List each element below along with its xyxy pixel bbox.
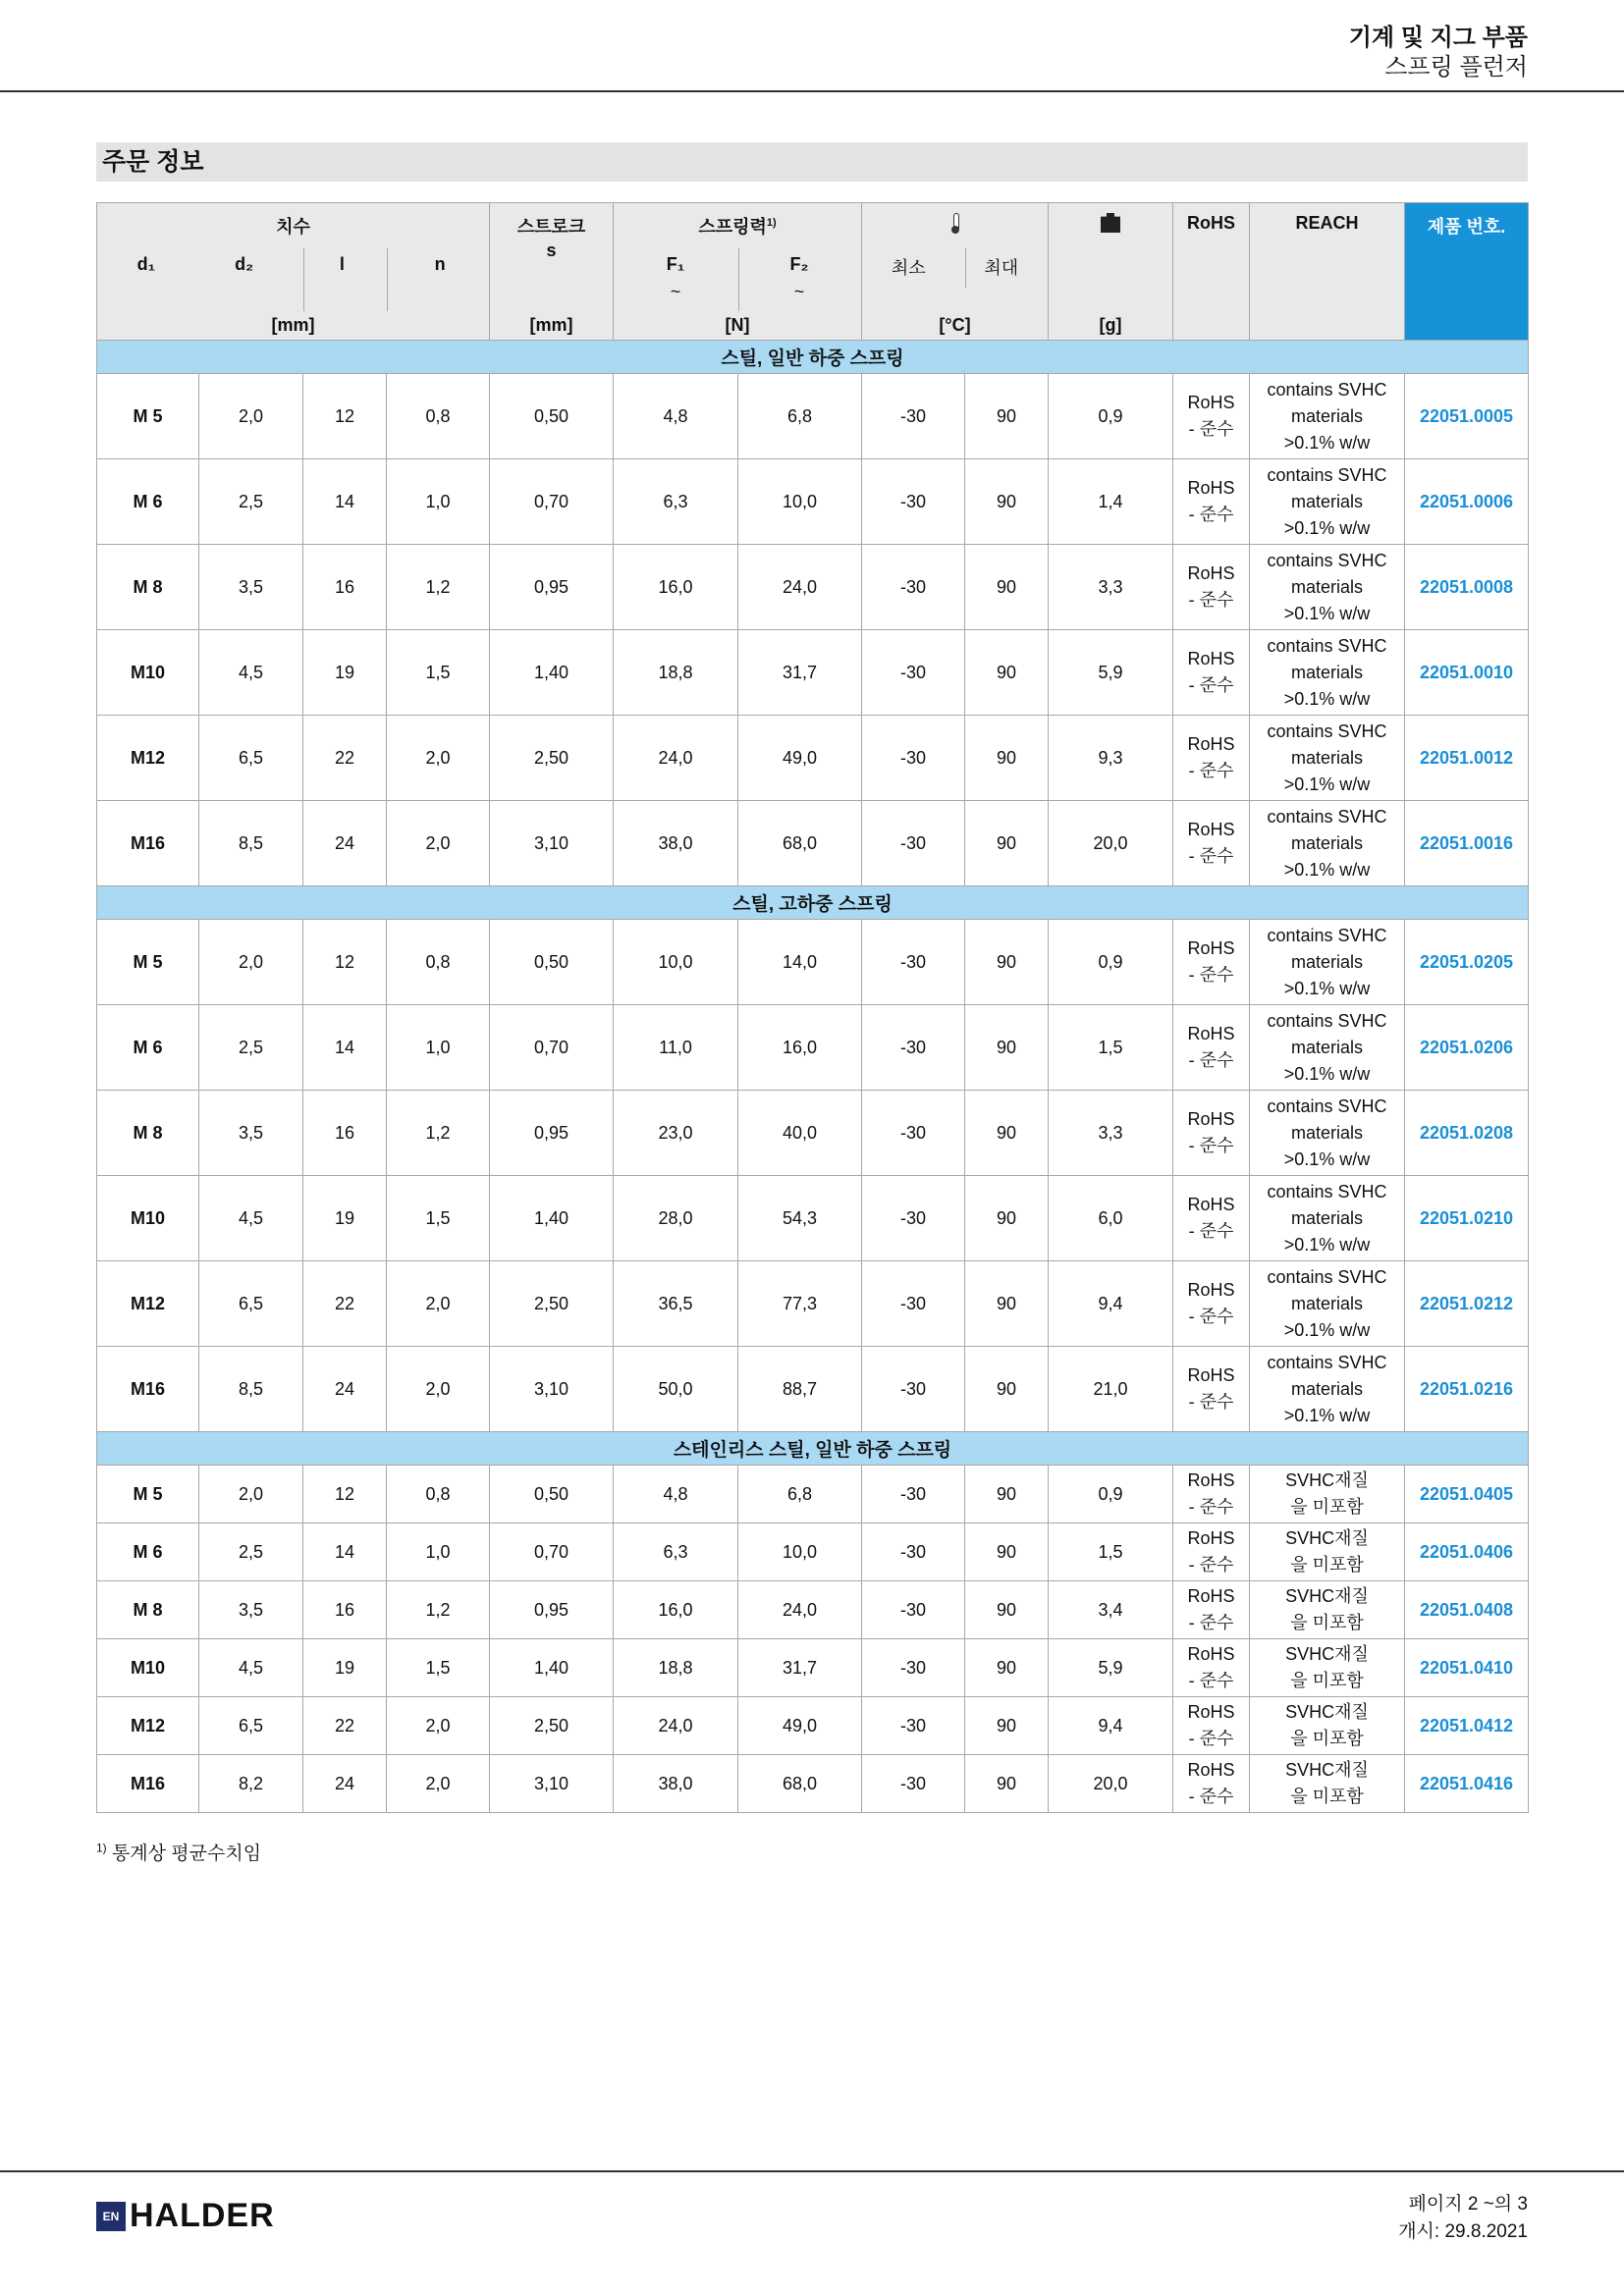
cell-tmin: -30 [862,630,965,716]
top-rule [0,90,1624,92]
cell-s: 0,70 [490,459,614,545]
cell-s: 2,50 [490,716,614,801]
cell-w: 3,3 [1049,545,1173,630]
cell-d1: M 6 [97,1523,199,1581]
cell-d2: 2,0 [199,920,303,1005]
cell-f1: 11,0 [614,1005,738,1091]
cell-f1: 38,0 [614,1755,738,1813]
cell-reach: contains SVHC materials >0.1% w/w [1250,545,1405,630]
cell-rohs: RoHS - 준수 [1173,1581,1250,1639]
group-title: 스틸, 고하중 스프링 [97,886,1529,920]
cell-w: 6,0 [1049,1176,1173,1261]
table-row [97,1347,1529,1432]
product-number-link[interactable]: 22051.0006 [1405,459,1529,545]
table-row [97,1005,1529,1091]
cell-l: 14 [303,1523,387,1581]
cell-d1: M 8 [97,1581,199,1639]
cell-l: 24 [303,801,387,886]
cell-rohs: RoHS - 준수 [1173,716,1250,801]
section-title: 주문 정보 [96,142,1528,182]
table-row [97,1091,1529,1176]
cell-n: 2,0 [387,1261,490,1347]
cell-s: 0,95 [490,1581,614,1639]
table-row [97,630,1529,716]
cell-d1: M10 [97,1639,199,1697]
cell-reach: contains SVHC materials >0.1% w/w [1250,1347,1405,1432]
cell-rohs: RoHS - 준수 [1173,1261,1250,1347]
cell-n: 2,0 [387,1347,490,1432]
cell-n: 0,8 [387,1466,490,1523]
table-row [97,920,1529,1005]
cell-s: 3,10 [490,1347,614,1432]
cell-l: 22 [303,1261,387,1347]
cell-reach: contains SVHC materials >0.1% w/w [1250,1005,1405,1091]
temperature-header: 최소 최대 [°C] [862,203,1049,341]
cell-n: 1,0 [387,1523,490,1581]
cell-s: 0,50 [490,1466,614,1523]
cell-reach: contains SVHC materials >0.1% w/w [1250,630,1405,716]
product-number-link[interactable]: 22051.0206 [1405,1005,1529,1091]
cell-reach: contains SVHC materials >0.1% w/w [1250,374,1405,459]
cell-w: 20,0 [1049,801,1173,886]
page-number: 페이지 2 ~의 3 [1408,2194,1528,2215]
cell-l: 12 [303,920,387,1005]
cell-rohs: RoHS - 준수 [1173,801,1250,886]
cell-f1: 4,8 [614,374,738,459]
cell-f1: 36,5 [614,1261,738,1347]
cell-reach: SVHC재질 을 미포함 [1250,1639,1405,1697]
cell-n: 0,8 [387,374,490,459]
thermometer-icon [950,213,960,235]
cell-n: 1,5 [387,1176,490,1261]
product-number-header: 제품 번호. [1405,203,1529,341]
weight-header: [g] [1049,203,1173,341]
cell-s: 0,50 [490,374,614,459]
cell-rohs: RoHS - 준수 [1173,1005,1250,1091]
cell-d1: M10 [97,1176,199,1261]
cell-tmax: 90 [965,716,1049,801]
table-row [97,1581,1529,1639]
cell-tmax: 90 [965,630,1049,716]
group-title: 스틸, 일반 하중 스프링 [97,341,1529,374]
logo-mark-icon: EN [96,2202,126,2231]
page-info [1398,2191,1528,2246]
cell-w: 9,3 [1049,716,1173,801]
weight-icon [1101,213,1120,233]
cell-reach: contains SVHC materials >0.1% w/w [1250,920,1405,1005]
cell-tmin: -30 [862,920,965,1005]
cell-tmax: 90 [965,1581,1049,1639]
cell-f2: 14,0 [738,920,862,1005]
cell-tmax: 90 [965,1005,1049,1091]
cell-reach: SVHC재질 을 미포함 [1250,1697,1405,1755]
cell-rohs: RoHS - 준수 [1173,1091,1250,1176]
table-row [97,374,1529,459]
cell-tmax: 90 [965,1639,1049,1697]
cell-n: 1,0 [387,1005,490,1091]
f2-header: F₂ [789,254,809,274]
product-number-link[interactable]: 22051.0210 [1405,1176,1529,1261]
cell-reach: contains SVHC materials >0.1% w/w [1250,1261,1405,1347]
cell-f2: 77,3 [738,1261,862,1347]
cell-n: 1,5 [387,1639,490,1697]
cell-n: 1,2 [387,1091,490,1176]
cell-d1: M 5 [97,374,199,459]
cell-tmin: -30 [862,1176,965,1261]
product-number-link[interactable]: 22051.0208 [1405,1091,1529,1176]
cell-s: 1,40 [490,1639,614,1697]
cell-f1: 28,0 [614,1176,738,1261]
cell-d2: 3,5 [199,1581,303,1639]
table-row [97,1176,1529,1261]
cell-reach: SVHC재질 을 미포함 [1250,1755,1405,1813]
product-number-link[interactable]: 22051.0405 [1405,1466,1529,1523]
cell-n: 0,8 [387,920,490,1005]
order-table [96,202,1529,1813]
cell-d2: 4,5 [199,1176,303,1261]
cell-f2: 88,7 [738,1347,862,1432]
cell-w: 5,9 [1049,630,1173,716]
product-number-link[interactable]: 22051.0012 [1405,716,1529,801]
cell-n: 1,2 [387,1581,490,1639]
cell-f2: 31,7 [738,630,862,716]
cell-f2: 68,0 [738,1755,862,1813]
cell-l: 19 [303,1639,387,1697]
cell-rohs: RoHS - 준수 [1173,1466,1250,1523]
temp-min-header: 최소 [891,258,926,278]
cell-d1: M16 [97,801,199,886]
cell-d2: 2,5 [199,459,303,545]
cell-s: 0,50 [490,920,614,1005]
document-header [1349,24,1528,82]
cell-d2: 3,5 [199,1091,303,1176]
cell-tmax: 90 [965,1755,1049,1813]
cell-w: 9,4 [1049,1261,1173,1347]
cell-d1: M12 [97,1261,199,1347]
cell-f1: 24,0 [614,1697,738,1755]
table-header-row [97,203,1529,341]
cell-f1: 18,8 [614,1639,738,1697]
header-category: 기계 및 지그 부품 [1348,25,1528,51]
table-row [97,1523,1529,1581]
product-number-link[interactable]: 22051.0406 [1405,1523,1529,1581]
product-number-link[interactable]: 22051.0416 [1405,1755,1529,1813]
cell-n: 2,0 [387,1755,490,1813]
product-number-link[interactable]: 22051.0008 [1405,545,1529,630]
cell-tmax: 90 [965,1466,1049,1523]
cell-tmax: 90 [965,1261,1049,1347]
cell-l: 19 [303,1176,387,1261]
cell-f2: 10,0 [738,1523,862,1581]
cell-f1: 38,0 [614,801,738,886]
cell-w: 9,4 [1049,1697,1173,1755]
product-number-link[interactable]: 22051.0408 [1405,1581,1529,1639]
cell-w: 0,9 [1049,1466,1173,1523]
cell-s: 2,50 [490,1697,614,1755]
cell-n: 1,0 [387,459,490,545]
cell-rohs: RoHS - 준수 [1173,1347,1250,1432]
cell-tmax: 90 [965,1523,1049,1581]
group-title: 스테인리스 스틸, 일반 하중 스프링 [97,1432,1529,1466]
cell-tmin: -30 [862,545,965,630]
cell-f1: 18,8 [614,630,738,716]
cell-f1: 24,0 [614,716,738,801]
cell-n: 2,0 [387,1697,490,1755]
cell-d2: 8,5 [199,801,303,886]
cell-tmax: 90 [965,545,1049,630]
cell-d2: 4,5 [199,630,303,716]
cell-rohs: RoHS - 준수 [1173,1755,1250,1813]
cell-d1: M16 [97,1347,199,1432]
cell-d1: M 8 [97,545,199,630]
cell-l: 19 [303,630,387,716]
cell-n: 1,2 [387,545,490,630]
stroke-header: 스트로크 s [mm] [490,203,614,341]
cell-d1: M 8 [97,1091,199,1176]
cell-f1: 4,8 [614,1466,738,1523]
cell-rohs: RoHS - 준수 [1173,1639,1250,1697]
rohs-header: RoHS [1173,203,1250,341]
cell-reach: contains SVHC materials >0.1% w/w [1250,716,1405,801]
cell-w: 1,5 [1049,1523,1173,1581]
cell-w: 0,9 [1049,920,1173,1005]
cell-f1: 16,0 [614,1581,738,1639]
cell-d2: 2,5 [199,1005,303,1091]
cell-w: 3,3 [1049,1091,1173,1176]
cell-f1: 23,0 [614,1091,738,1176]
group-header-row [97,1432,1529,1466]
cell-n: 2,0 [387,801,490,886]
cell-tmin: -30 [862,1755,965,1813]
spring-force-header: 스프링력$^{1)}$ F₁ F₂ ~ ~ [N] [614,203,862,341]
product-number-link[interactable]: 22051.0010 [1405,630,1529,716]
table-row [97,1755,1529,1813]
cell-f2: 31,7 [738,1639,862,1697]
halder-logo: EN HALDER [96,2197,275,2235]
bottom-rule [0,2170,1624,2172]
issue-date: 개시: 29.8.2021 [1398,2221,1528,2242]
cell-tmax: 90 [965,801,1049,886]
cell-tmin: -30 [862,1347,965,1432]
cell-rohs: RoHS - 준수 [1173,1523,1250,1581]
table-row [97,801,1529,886]
group-header-row [97,886,1529,920]
cell-d2: 2,0 [199,1466,303,1523]
cell-f1: 10,0 [614,920,738,1005]
cell-f1: 16,0 [614,545,738,630]
cell-tmin: -30 [862,1523,965,1581]
reach-header: REACH [1250,203,1405,341]
cell-f2: 6,8 [738,374,862,459]
cell-tmin: -30 [862,1261,965,1347]
cell-d2: 2,0 [199,374,303,459]
cell-reach: SVHC재질 을 미포함 [1250,1523,1405,1581]
f1-header: F₁ [666,254,685,274]
table-row [97,1697,1529,1755]
cell-reach: contains SVHC materials >0.1% w/w [1250,1176,1405,1261]
cell-f2: 68,0 [738,801,862,886]
header-product: 스프링 플런저 [1384,54,1528,80]
cell-reach: SVHC재질 을 미포함 [1250,1466,1405,1523]
cell-w: 5,9 [1049,1639,1173,1697]
cell-tmin: -30 [862,1005,965,1091]
cell-d1: M16 [97,1755,199,1813]
cell-l: 12 [303,374,387,459]
cell-rohs: RoHS - 준수 [1173,1697,1250,1755]
product-number-link[interactable]: 22051.0205 [1405,920,1529,1005]
cell-f2: 16,0 [738,1005,862,1091]
cell-f1: 6,3 [614,459,738,545]
cell-rohs: RoHS - 준수 [1173,374,1250,459]
cell-tmin: -30 [862,1697,965,1755]
cell-l: 22 [303,716,387,801]
cell-d1: M 6 [97,459,199,545]
cell-s: 0,70 [490,1523,614,1581]
cell-rohs: RoHS - 준수 [1173,920,1250,1005]
footnote: $^{1)}$ 통계상 평균수치임 [96,1841,262,1864]
cell-d1: M 6 [97,1005,199,1091]
table-row [97,1261,1529,1347]
cell-l: 24 [303,1755,387,1813]
product-number-link[interactable]: 22051.0410 [1405,1639,1529,1697]
d1-header: d₁ [136,254,156,274]
cell-d2: 6,5 [199,716,303,801]
cell-tmin: -30 [862,374,965,459]
product-number-link[interactable]: 22051.0412 [1405,1697,1529,1755]
cell-f1: 50,0 [614,1347,738,1432]
temp-max-header: 최대 [984,258,1019,278]
cell-s: 3,10 [490,801,614,886]
product-number-link[interactable]: 22051.0016 [1405,801,1529,886]
cell-tmax: 90 [965,1697,1049,1755]
cell-d2: 8,5 [199,1347,303,1432]
cell-w: 1,4 [1049,459,1173,545]
cell-reach: SVHC재질 을 미포함 [1250,1581,1405,1639]
group-header-row [97,341,1529,374]
cell-f1: 6,3 [614,1523,738,1581]
cell-n: 1,5 [387,630,490,716]
cell-f2: 49,0 [738,716,862,801]
cell-rohs: RoHS - 준수 [1173,545,1250,630]
table-row [97,459,1529,545]
cell-n: 2,0 [387,716,490,801]
cell-f2: 49,0 [738,1697,862,1755]
cell-s: 3,10 [490,1755,614,1813]
cell-tmax: 90 [965,1347,1049,1432]
cell-d1: M12 [97,1697,199,1755]
cell-d2: 6,5 [199,1261,303,1347]
cell-s: 0,95 [490,1091,614,1176]
cell-reach: contains SVHC materials >0.1% w/w [1250,459,1405,545]
l-header: l [339,254,345,274]
cell-s: 1,40 [490,630,614,716]
cell-tmin: -30 [862,459,965,545]
cell-d2: 4,5 [199,1639,303,1697]
cell-rohs: RoHS - 준수 [1173,1176,1250,1261]
cell-w: 21,0 [1049,1347,1173,1432]
cell-l: 14 [303,1005,387,1091]
dimensions-header: 치수 d₁ d₂ l n [mm] [97,203,490,341]
d2-header: d₂ [235,254,254,274]
table-row [97,1466,1529,1523]
cell-s: 0,70 [490,1005,614,1091]
cell-tmin: -30 [862,801,965,886]
cell-s: 1,40 [490,1176,614,1261]
cell-tmax: 90 [965,374,1049,459]
product-number-link[interactable]: 22051.0212 [1405,1261,1529,1347]
cell-l: 24 [303,1347,387,1432]
cell-tmin: -30 [862,1639,965,1697]
cell-tmax: 90 [965,459,1049,545]
cell-l: 16 [303,545,387,630]
table-row [97,1639,1529,1697]
cell-tmin: -30 [862,1466,965,1523]
cell-tmin: -30 [862,716,965,801]
cell-rohs: RoHS - 준수 [1173,459,1250,545]
cell-tmax: 90 [965,1176,1049,1261]
table-row [97,545,1529,630]
table-row [97,716,1529,801]
cell-l: 14 [303,459,387,545]
cell-d2: 2,5 [199,1523,303,1581]
product-number-link[interactable]: 22051.0005 [1405,374,1529,459]
cell-reach: contains SVHC materials >0.1% w/w [1250,1091,1405,1176]
cell-d1: M12 [97,716,199,801]
cell-tmin: -30 [862,1091,965,1176]
n-header: n [434,254,446,274]
cell-f2: 10,0 [738,459,862,545]
cell-l: 22 [303,1697,387,1755]
cell-l: 16 [303,1091,387,1176]
cell-rohs: RoHS - 준수 [1173,630,1250,716]
cell-w: 20,0 [1049,1755,1173,1813]
cell-reach: contains SVHC materials >0.1% w/w [1250,801,1405,886]
cell-f2: 24,0 [738,545,862,630]
cell-l: 12 [303,1466,387,1523]
cell-tmax: 90 [965,920,1049,1005]
cell-d2: 6,5 [199,1697,303,1755]
cell-f2: 40,0 [738,1091,862,1176]
cell-f2: 24,0 [738,1581,862,1639]
cell-f2: 6,8 [738,1466,862,1523]
cell-w: 3,4 [1049,1581,1173,1639]
cell-f2: 54,3 [738,1176,862,1261]
cell-d2: 8,2 [199,1755,303,1813]
cell-d1: M 5 [97,920,199,1005]
cell-d1: M 5 [97,1466,199,1523]
cell-s: 2,50 [490,1261,614,1347]
cell-tmin: -30 [862,1581,965,1639]
cell-d1: M10 [97,630,199,716]
cell-w: 1,5 [1049,1005,1173,1091]
cell-tmax: 90 [965,1091,1049,1176]
cell-w: 0,9 [1049,374,1173,459]
cell-s: 0,95 [490,545,614,630]
cell-l: 16 [303,1581,387,1639]
product-number-link[interactable]: 22051.0216 [1405,1347,1529,1432]
cell-d2: 3,5 [199,545,303,630]
